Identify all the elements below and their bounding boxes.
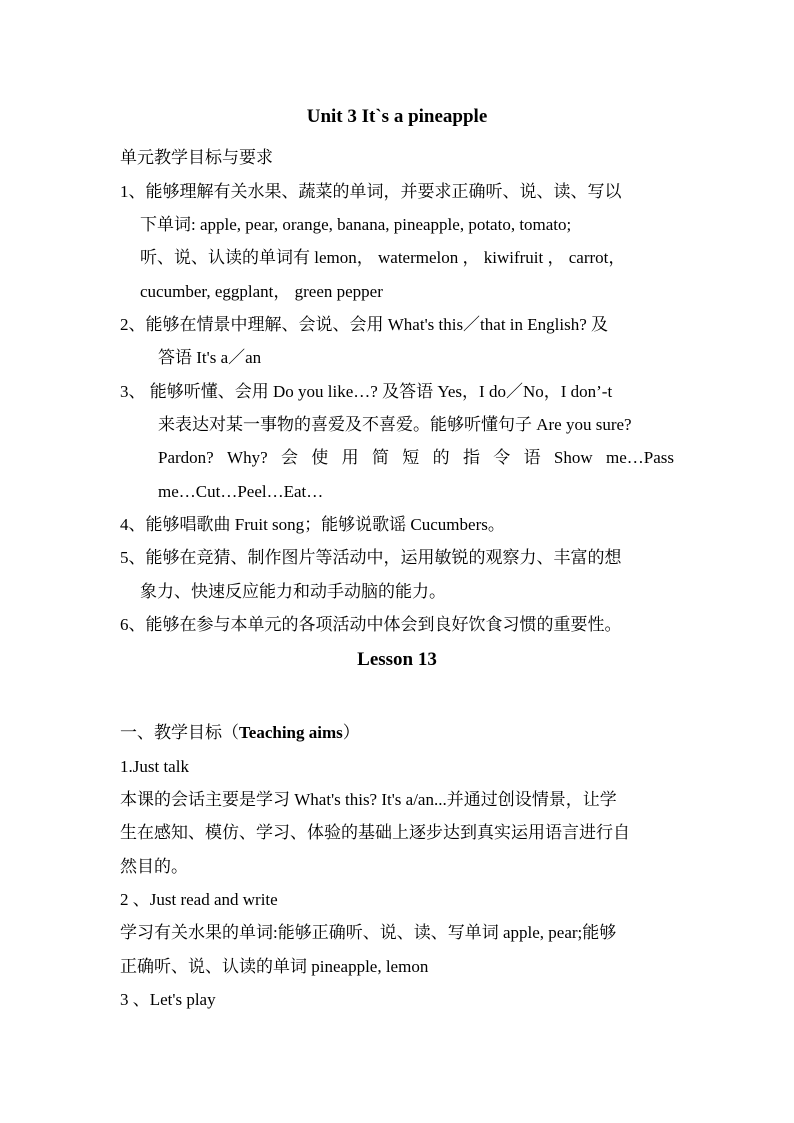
aims-sub1-text-line-1: 本课的会话主要是学习 What's this? It's a/an...并通过创设情景，让学 (120, 790, 617, 809)
aims-heading (120, 722, 360, 744)
aims-heading-prefix: 一、教学目标（ (120, 723, 239, 742)
objective-6: 6、能够在参与本单元的各项活动中体会到良好饮食习惯的重要性。 (120, 615, 622, 634)
unit-title: Unit 3 It`s a pineapple (306, 106, 488, 127)
objective-3-word: 语 (523, 448, 541, 467)
objective-5-line-2: 象力、快速反应能力和动手动脑的能力。 (140, 582, 446, 601)
objective-1-line-4: cucumber, eggplant， green pepper (140, 282, 383, 301)
objective-3-line-1: 3、 能够听懂、会用 Do you like…? 及答语 Yes，I do／No，I don’-t (120, 382, 613, 401)
aims-sub1-text-line-3: 然目的。 (120, 857, 188, 876)
objective-3-line-3 (158, 447, 674, 469)
objective-3-word: Pardon? (158, 448, 214, 467)
aims-sub2-text-line-2: 正确听、说、认读的单词 pineapple, lemon (120, 957, 429, 976)
objective-3-word: Why? (227, 448, 268, 467)
objective-2-line-1: 2、能够在情景中理解、会说、会用 What's this／that in English? 及 (120, 315, 609, 334)
objective-3-word: 会 (280, 448, 298, 467)
aims-sub2-text-line-1: 学习有关水果的单词:能够正确听、说、读、写单词 apple, pear;能够 (120, 923, 617, 942)
objective-3-word: 短 (402, 448, 420, 467)
lesson-title: Lesson 13 (357, 649, 437, 670)
objective-2-line-2: 答语 It's a／an (158, 348, 262, 367)
aims-sub1-text-line-2: 生在感知、模仿、学习、体验的基础上逐步达到真实运用语言进行自 (120, 823, 630, 842)
aims-sub3-title: 3 、Let's play (120, 990, 216, 1009)
aims-heading-suffix: ） (342, 723, 360, 742)
objective-3-word: 用 (341, 448, 359, 467)
objective-1-line-2: 下单词: apple, pear, orange, banana, pineapple, potato, tomato; (140, 215, 572, 234)
objective-3-word: 的 (432, 448, 450, 467)
objective-3-word: 简 (371, 448, 389, 467)
objectives-heading: 单元教学目标与要求 (120, 148, 273, 167)
objective-3-word: Show (553, 448, 593, 467)
objective-5-line-1: 5、能够在竞猜、制作图片等活动中，运用敏锐的观察力、丰富的想 (120, 548, 622, 567)
objective-4: 4、能够唱歌曲 Fruit song；能够说歌谣 Cucumbers。 (120, 515, 505, 534)
aims-heading-english: Teaching aims (239, 723, 343, 742)
aims-sub1-title: 1.Just talk (120, 757, 189, 776)
objective-3-word: 使 (311, 448, 329, 467)
objective-3-line-4: me…Cut…Peel…Eat… (158, 482, 324, 501)
objective-3-word: 指 (462, 448, 480, 467)
objective-1-line-1: 1、能够理解有关水果、蔬菜的单词，并要求正确听、说、读、写以 (120, 182, 622, 201)
aims-sub2-title: 2 、Just read and write (120, 890, 278, 909)
objective-3-word: me…Pass (605, 448, 674, 467)
objective-1-line-3: 听、说、认读的单词有 lemon， watermelon ， kiwifruit ， carrot， (140, 248, 626, 267)
objective-3-line-2: 来表达对某一事物的喜爱及不喜爱。能够听懂句子 Are you sure? (158, 415, 632, 434)
objective-3-word: 令 (493, 448, 511, 467)
